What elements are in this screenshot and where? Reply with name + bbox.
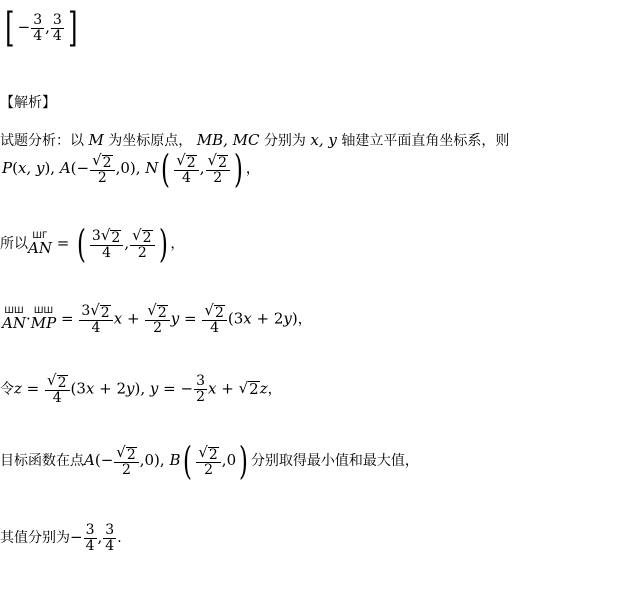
fraction: $\frac{3}{4}$ [52, 11, 62, 44]
analysis-line-7: 其值分别为− $\frac{3}{4}$ , $\frac{3}{4}$ . [0, 522, 122, 554]
fraction: √ 2 4 [174, 153, 198, 186]
analysis-line-6: 目标函数在点A(− √ 2 2 ,0), B( √ 2 2 ,0) 分别取得最小值和最大值， [0, 439, 419, 483]
fraction: $\frac{3}{2}$ [196, 373, 205, 405]
fraction: √ 2 2 [114, 445, 138, 478]
fraction: √ 2 2 [196, 445, 220, 478]
analysis-line-2: P(x, y), A(− √ 2 2 ,0), N( √ 2 4 , √ 2 2 ) ， [2, 147, 260, 191]
fraction: √ 2 2 [130, 228, 154, 261]
left-bracket: [ [5, 5, 15, 51]
range-answer: [ − $\frac{3}{4}$ , $\frac{3}{4}$ ] [5, 5, 78, 51]
analysis-line-3: 所以 ШГ AN = ( 3 √ 2 4 , √ 2 2 ) ， [0, 222, 185, 266]
fraction: 3 √ 2 4 [79, 303, 112, 336]
fraction: $\frac{3}{4}$ [105, 522, 115, 554]
fraction: √ 2 4 [45, 373, 69, 406]
fraction: √ 2 2 [90, 153, 114, 186]
fraction: 3 √ 2 4 [90, 228, 123, 261]
fraction: √ 2 2 [145, 303, 169, 336]
vector-an: ШШ AN [2, 306, 26, 333]
analysis-line-4: ШШ AN · ШШ MP = 3 √ 2 4 x + √ 2 2 y = √ 2 4 (3x + 2y)， [2, 301, 312, 336]
section-heading: 【解析】 [0, 95, 56, 111]
fraction: $\frac{3}{4}$ [33, 11, 43, 44]
analysis-line-5: 令z = √ 2 4 (3x + 2y), y = − $\frac{3}{2}$ x + √ 2 z， [0, 371, 282, 406]
fraction: √ 2 2 [206, 153, 230, 186]
fraction: $\frac{3}{4}$ [85, 522, 95, 554]
vector-an: ШГ AN [28, 231, 52, 257]
vector-mp: ШШ MP [30, 306, 57, 333]
fraction: √ 2 4 [202, 303, 226, 336]
analysis-line-1: 试题分析：以 M 为坐标原点， MB, MC 分别为 x, y 轴建立平面直角坐标系，则 [0, 131, 510, 149]
right-bracket: ] [67, 5, 78, 51]
